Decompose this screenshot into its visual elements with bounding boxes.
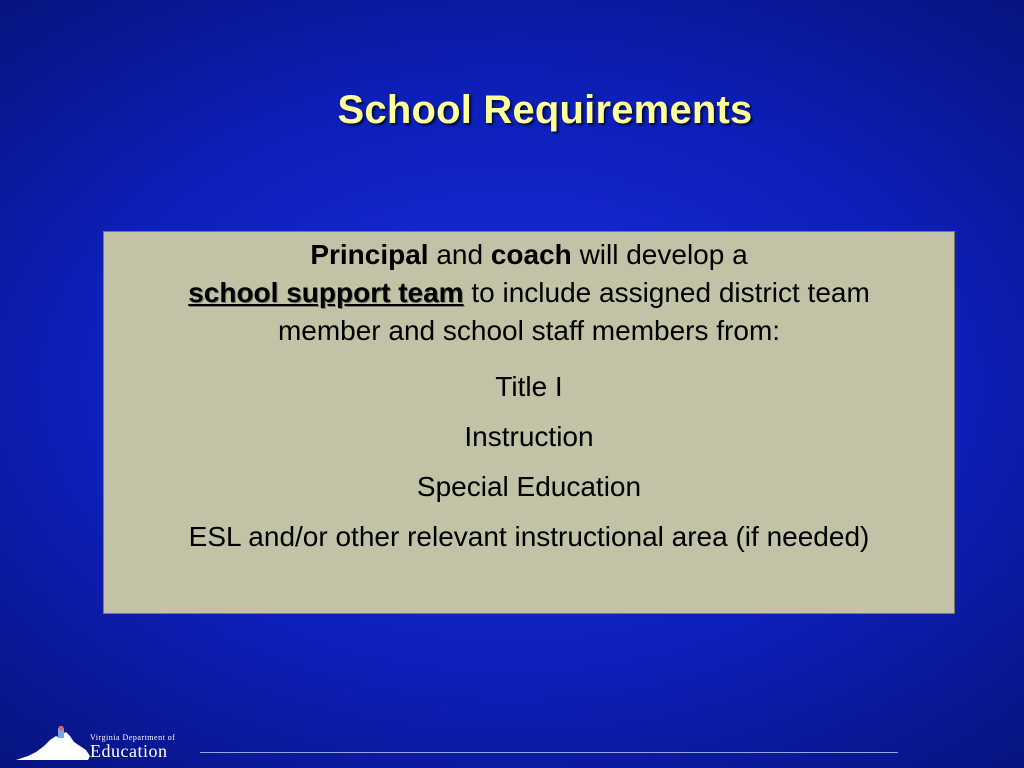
coach-text: coach bbox=[490, 239, 572, 270]
footer-divider bbox=[200, 752, 898, 753]
slide-title: School Requirements bbox=[337, 88, 753, 132]
and-text: and bbox=[428, 239, 491, 270]
content-box bbox=[103, 231, 955, 614]
intro-line-2 bbox=[104, 274, 954, 312]
virginia-state-outline-icon bbox=[14, 726, 94, 766]
include-text: to include assigned district team bbox=[463, 277, 870, 308]
logo-education-text: Education bbox=[90, 741, 168, 761]
develop-text: will develop a bbox=[571, 239, 748, 270]
school-support-team-link[interactable]: school support team bbox=[188, 277, 464, 308]
principal-text: Principal bbox=[310, 239, 429, 270]
list-item: Special Education bbox=[416, 471, 642, 502]
staff-list bbox=[104, 362, 954, 562]
intro-text bbox=[104, 236, 954, 350]
list-item: Instruction bbox=[464, 421, 594, 452]
logo-department-text: Virginia Department of bbox=[90, 733, 176, 742]
list-item: Title I bbox=[495, 371, 563, 402]
intro-line-1 bbox=[104, 236, 954, 274]
intro-line-3: member and school staff members from: bbox=[277, 315, 781, 346]
list-item: ESL and/or other relevant instructional area (if needed) bbox=[188, 521, 870, 552]
